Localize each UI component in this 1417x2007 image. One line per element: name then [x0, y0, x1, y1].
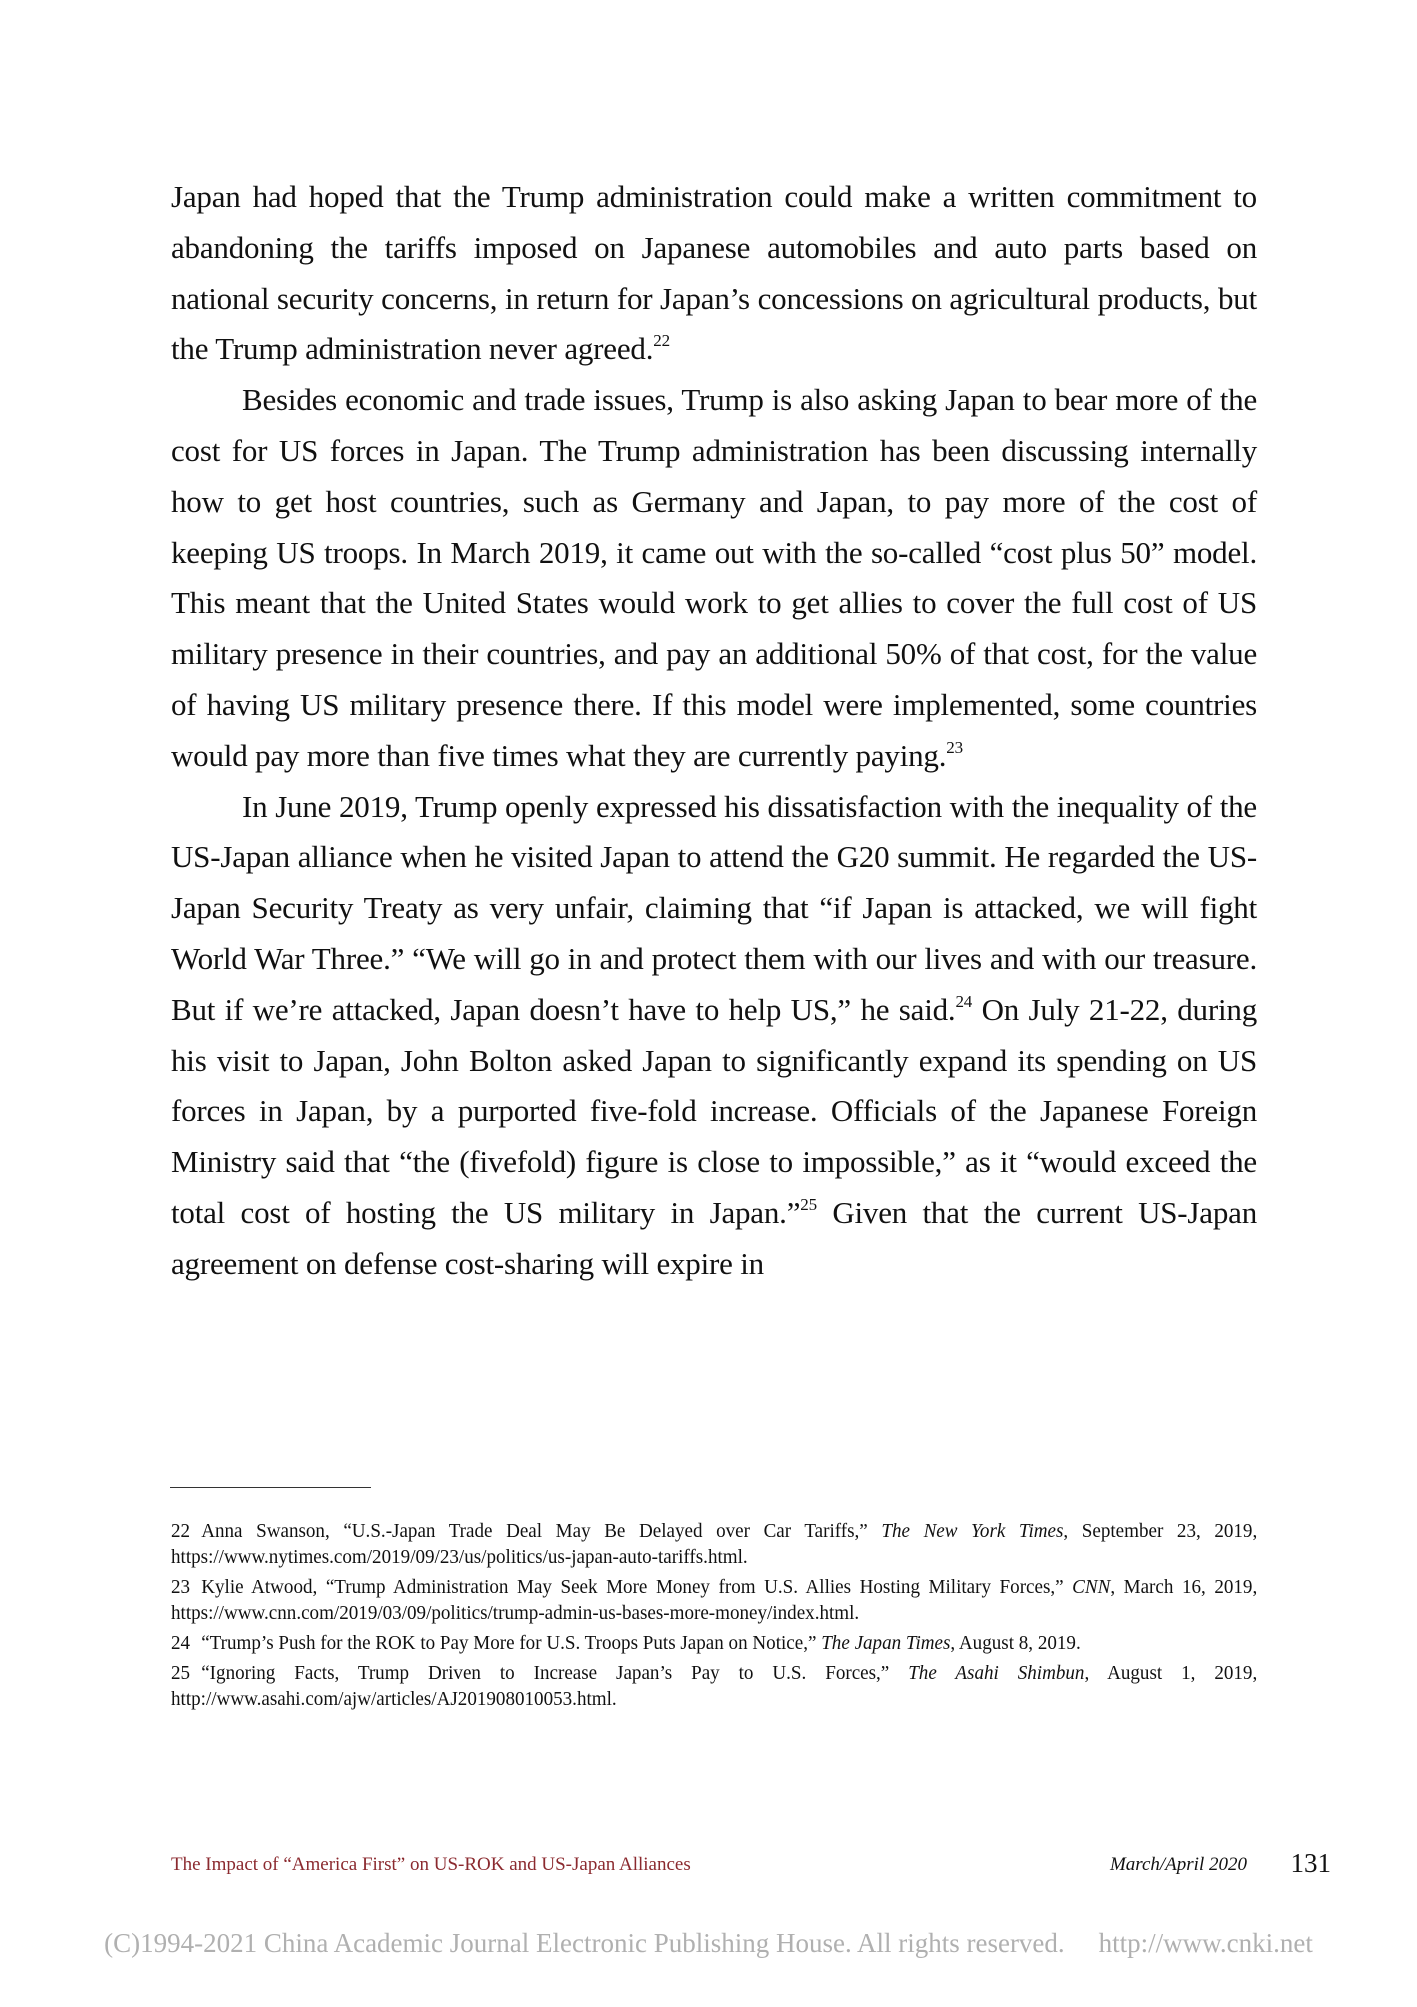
paragraph-text: On July 21-22, during his visit to Japan, John Bolton asked Japan to significantly expand its spending on US forces in Japan, by a purported five-fold increase. Officials of the Japanese Foreign Ministry said that “the (fivefold) figure is close to impossible,” as it “would exceed the total cost of hosting the US military in Japan.” — [171, 991, 1257, 1230]
footnote-ref[interactable]: 25 — [800, 1195, 817, 1215]
footnote-number: 23 — [171, 1576, 191, 1598]
footnote — [171, 1518, 1257, 1570]
footnote-text: , September 23, 2019, https://www.nytimes.com/2019/09/23/us/politics/us-japan-auto-tariffs.html. — [171, 1520, 1258, 1568]
footnote-text: Kylie Atwood, “Trump Administration May Seek More Money from U.S. Allies Hosting Military Forces,” — [201, 1576, 1073, 1598]
page-number: 131 — [1290, 1848, 1331, 1878]
footnote-text: “Ignoring Facts, Trump Driven to Increase Japan’s Pay to U.S. Forces,” — [201, 1662, 909, 1684]
watermark-url[interactable]: http://www.cnki.net — [1098, 1928, 1313, 1958]
paragraph-text: Japan had hoped that the Trump administration could make a written commitment to abandoning the tariffs imposed on Japanese automobiles and auto parts based on national security concerns, in return for Japan’s concessions on agricultural products, but the Trump administration never agreed. — [171, 179, 1257, 367]
footnote-source: The New York Times — [881, 1520, 1064, 1542]
paragraph-text: In June 2019, Trump openly expressed his dissatisfaction with the inequality of the US-Japan alliance when he visited Japan to attend the G20 summit. He regarded the US-Japan Security Treaty as very unfair, claiming that “if Japan is attacked, we will fight World War Three.” “We will go in and protect them with our lives and with our treasure. But if we’re attacked, Japan doesn’t have to help US,” he said. — [171, 788, 1257, 1027]
footnote — [171, 1574, 1257, 1626]
footnote-source: CNN — [1072, 1576, 1111, 1598]
footnote-source: The Japan Times — [821, 1632, 951, 1654]
footnote-ref[interactable]: 22 — [653, 331, 670, 351]
footnote — [171, 1630, 1257, 1656]
footnote-number: 22 — [171, 1520, 191, 1542]
footnote-ref[interactable]: 24 — [955, 991, 973, 1011]
footnote-number: 24 — [171, 1632, 191, 1654]
footnotes — [171, 1518, 1257, 1716]
footnote-text: , August 1, 2019, http://www.asahi.com/ajw/articles/AJ201908010053.html. — [171, 1662, 1258, 1710]
paragraph — [171, 782, 1257, 1290]
main-body-text — [171, 172, 1257, 1290]
issue-date: March/April 2020 — [1109, 1854, 1247, 1875]
footnote-number: 25 — [171, 1662, 191, 1684]
footnote-text: , March 16, 2019, https://www.cnn.com/2019/03/09/politics/trump-admin-us-bases-more-money/index.html. — [171, 1576, 1258, 1624]
paragraph — [171, 172, 1257, 375]
copyright-text: (C)1994-2021 China Academic Journal Electronic Publishing House. All rights reserved. — [104, 1928, 1065, 1958]
footnote — [171, 1660, 1257, 1712]
paragraph — [171, 375, 1257, 781]
running-footer — [171, 1850, 1331, 1880]
paragraph-text: Given that the current US-Japan agreement on defense cost-sharing will expire in — [171, 1194, 1257, 1281]
copyright-watermark — [0, 1928, 1417, 1959]
footnote-ref[interactable]: 23 — [946, 737, 963, 757]
footnote-text: , August 8, 2019. — [950, 1632, 1081, 1654]
footnote-text: Anna Swanson, “U.S.-Japan Trade Deal May Be Delayed over Car Tariffs,” — [201, 1520, 882, 1542]
journal-article-title: The Impact of “America First” on US-ROK and US-Japan Alliances — [171, 1854, 691, 1875]
footnote-source: The Asahi Shimbun — [908, 1662, 1085, 1684]
footnote-text: “Trump’s Push for the ROK to Pay More for U.S. Troops Puts Japan on Notice,” — [201, 1632, 822, 1654]
footnote-divider — [170, 1487, 371, 1488]
paragraph-text: Besides economic and trade issues, Trump is also asking Japan to bear more of the cost for US forces in Japan. The Trump administration has been discussing internally how to get host countries, such as Germany and Japan, to pay more of the cost of keeping US troops. In March 2019, it came out with the so-called “cost plus 50” model. This meant that the United States would work to get allies to cover the full cost of US military presence in their countries, and pay an additional 50% of that cost, for the value of having US military presence there. If this model were implemented, some countries would pay more than five times what they are currently paying. — [171, 382, 1257, 773]
